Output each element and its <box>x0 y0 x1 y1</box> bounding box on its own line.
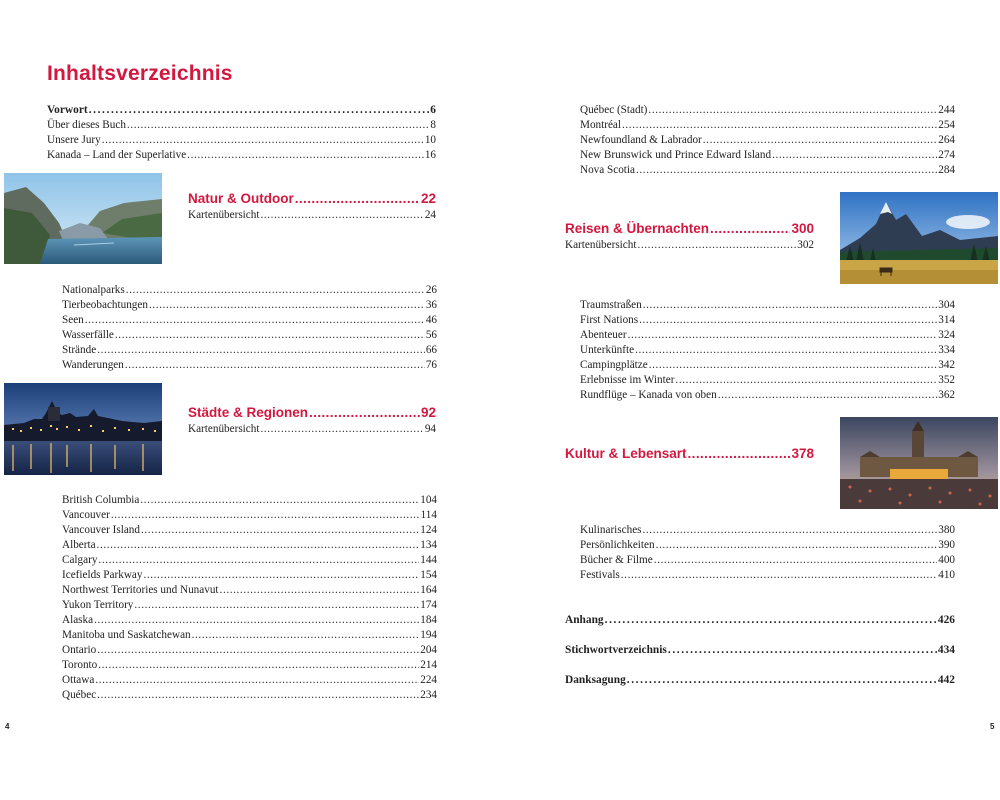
toc-entry-page: 184 <box>420 614 437 626</box>
landscape-fjord-photo <box>4 173 162 264</box>
dot-leader <box>134 598 419 613</box>
toc-entry[interactable] <box>62 613 437 628</box>
city-night-photo <box>4 383 162 475</box>
toc-entry-page: 164 <box>420 584 437 596</box>
toc-entry-label: Ottawa <box>62 674 95 686</box>
toc-entry[interactable] <box>580 343 955 358</box>
toc-entry-page: 76 <box>425 359 437 371</box>
dot-leader <box>97 688 419 703</box>
toc-entry[interactable] <box>580 118 955 133</box>
dot-leader <box>192 628 420 643</box>
dot-leader <box>140 493 419 508</box>
toc-entry[interactable] <box>62 628 437 643</box>
toc-entry[interactable] <box>62 343 437 358</box>
toc-entry-label: Toronto <box>62 659 98 671</box>
toc-entry[interactable] <box>580 298 955 313</box>
toc-entry-label: Alberta <box>62 539 96 551</box>
toc-entry[interactable] <box>62 583 437 598</box>
dot-leader <box>85 313 425 328</box>
toc-entry-page: 342 <box>938 359 955 371</box>
toc-entry-page: 390 <box>938 539 955 551</box>
toc-entry-page: 46 <box>425 314 437 326</box>
toc-entry-page: 204 <box>420 644 437 656</box>
dot-leader <box>126 283 425 298</box>
dot-leader <box>98 553 419 568</box>
toc-entry-page: 314 <box>938 314 955 326</box>
toc-entry-page: 36 <box>425 299 437 311</box>
dot-leader <box>718 388 938 403</box>
dot-leader <box>675 373 937 388</box>
toc-entry[interactable] <box>580 523 955 538</box>
toc-entry-label: Québec (Stadt) <box>580 104 648 116</box>
toc-entry[interactable] <box>62 298 437 313</box>
section-heading-natur[interactable]: Natur & Outdoor ..... 22 <box>188 190 436 208</box>
toc-entry[interactable] <box>62 328 437 343</box>
parliament-crowd-photo <box>840 417 998 509</box>
dot-leader <box>772 148 937 163</box>
page-number-left: 4 <box>5 722 10 731</box>
toc-entry-page: 214 <box>420 659 437 671</box>
toc-entry-page: 284 <box>938 164 955 176</box>
toc-entry-page: 334 <box>938 344 955 356</box>
toc-entry-label: Campingplätze <box>580 359 648 371</box>
toc-entry-label: Erlebnisse im Winter <box>580 374 675 386</box>
map-overview-entry[interactable]: Kartenübersicht ..... 94 <box>188 422 436 437</box>
toc-entry[interactable] <box>580 313 955 328</box>
toc-entry-label: Montréal <box>580 119 622 131</box>
dot-leader <box>220 583 420 598</box>
toc-entry-stichwortverzeichnis[interactable]: Stichwortverzeichnis ..... 434 <box>565 643 955 658</box>
toc-entry-label: Québec <box>62 689 97 701</box>
toc-entry-page: 244 <box>938 104 955 116</box>
toc-entry-label: Ontario <box>62 644 97 656</box>
toc-entry-page: 304 <box>938 299 955 311</box>
section-heading-kultur[interactable]: Kultur & Lebensart ..... 378 <box>565 445 814 463</box>
toc-entry-page: 26 <box>425 284 437 296</box>
dot-leader <box>649 358 937 373</box>
toc-entry[interactable] <box>580 148 955 163</box>
dot-leader <box>703 133 937 148</box>
dot-leader <box>98 658 419 673</box>
toc-entry[interactable] <box>62 358 437 373</box>
toc-entry-page: 400 <box>938 554 955 566</box>
toc-entry-page: 352 <box>938 374 955 386</box>
toc-entry[interactable] <box>580 163 955 178</box>
dot-leader <box>141 523 419 538</box>
toc-entry-label: First Nations <box>580 314 639 326</box>
toc-entry[interactable] <box>62 523 437 538</box>
toc-entry[interactable] <box>62 538 437 553</box>
toc-entry-label: Nationalparks <box>62 284 125 296</box>
toc-entry-label: Festivals <box>580 569 620 581</box>
toc-entry-page: 124 <box>420 524 437 536</box>
toc-entry-label: Traumstraßen <box>580 299 642 311</box>
toc-entry[interactable] <box>62 598 437 613</box>
toc-entry-page: 56 <box>425 329 437 341</box>
toc-entry-page: 324 <box>938 329 955 341</box>
toc-entry-page: 144 <box>420 554 437 566</box>
dot-leader <box>94 613 419 628</box>
toc-entry-label: Bücher & Filme <box>580 554 653 566</box>
toc-entry-label: Persönlichkeiten <box>580 539 655 551</box>
toc-entry-label: Tierbeobachtungen <box>62 299 148 311</box>
map-overview-entry[interactable]: Kartenübersicht ..... 302 <box>565 238 814 253</box>
toc-entry[interactable] <box>62 568 437 583</box>
dot-leader <box>622 118 937 133</box>
toc-entry-label: Calgary <box>62 554 98 566</box>
toc-entry-label: Seen <box>62 314 84 326</box>
dot-leader <box>628 328 938 343</box>
dot-leader <box>656 538 938 553</box>
toc-entry-label: Newfoundland & Labrador <box>580 134 702 146</box>
toc-entry-page: 362 <box>938 389 955 401</box>
toc-entry[interactable]: Kanada – Land der Superlative ..... 16 <box>47 148 436 163</box>
toc-entry[interactable] <box>62 643 437 658</box>
dot-leader <box>621 568 937 583</box>
dot-leader <box>639 313 937 328</box>
toc-entry-label: Unterkünfte <box>580 344 635 356</box>
toc-entry-label: Abenteuer <box>580 329 627 341</box>
toc-entry-page: 264 <box>938 134 955 146</box>
toc-entry[interactable] <box>62 553 437 568</box>
dot-leader <box>115 328 425 343</box>
page-number-right: 5 <box>990 722 995 731</box>
dot-leader <box>654 553 938 568</box>
toc-entry-label: Strände <box>62 344 97 356</box>
toc-entry[interactable] <box>62 508 437 523</box>
toc-entry-label: Vancouver <box>62 509 110 521</box>
dot-leader <box>111 508 420 523</box>
toc-entry-label: Rundflüge – Kanada von oben <box>580 389 717 401</box>
toc-entry-anhang[interactable]: Anhang ..... 426 <box>565 613 955 628</box>
section-heading-reisen[interactable]: Reisen & Übernachten ..... 300 <box>565 220 814 238</box>
toc-entry[interactable] <box>580 388 955 403</box>
toc-entry[interactable] <box>580 373 955 388</box>
dot-leader <box>635 343 937 358</box>
toc-entry-danksagung[interactable]: Danksagung ..... 442 <box>565 673 955 688</box>
toc-entry[interactable]: Über dieses Buch ..... 8 <box>47 118 436 133</box>
page-title: Inhaltsverzeichnis <box>47 62 233 85</box>
toc-entry[interactable] <box>580 553 955 568</box>
toc-entry[interactable] <box>580 133 955 148</box>
toc-entry-label: Nova Scotia <box>580 164 635 176</box>
dot-leader <box>97 643 419 658</box>
toc-entry-page: 134 <box>420 539 437 551</box>
toc-entry[interactable] <box>62 313 437 328</box>
toc-entry[interactable]: Unsere Jury ..... 10 <box>47 133 436 148</box>
dot-leader <box>143 568 419 583</box>
toc-entry-page: 174 <box>420 599 437 611</box>
dot-leader <box>648 103 937 118</box>
toc-entry-vorwort[interactable]: Vorwort ..... 6 <box>47 103 436 118</box>
section-heading-staedte[interactable]: Städte & Regionen ..... 92 <box>188 404 436 422</box>
toc-entry-label: Northwest Territories und Nunavut <box>62 584 219 596</box>
dot-leader <box>149 298 425 313</box>
toc-entry-label: Wanderungen <box>62 359 124 371</box>
toc-entry[interactable] <box>580 568 955 583</box>
toc-entry-page: 66 <box>425 344 437 356</box>
toc-entry[interactable] <box>62 493 437 508</box>
toc-entry-label: Kulinarisches <box>580 524 642 536</box>
toc-entry[interactable] <box>62 658 437 673</box>
dot-leader <box>97 538 420 553</box>
toc-entry-page: 154 <box>420 569 437 581</box>
toc-entry-label: British Columbia <box>62 494 140 506</box>
toc-entry-page: 104 <box>420 494 437 506</box>
toc-entry[interactable] <box>62 688 437 703</box>
toc-entry-label: Manitoba und Saskatchewan <box>62 629 191 641</box>
dot-leader <box>643 298 937 313</box>
toc-entry-label: Alaska <box>62 614 94 626</box>
toc-entry-page: 410 <box>938 569 955 581</box>
toc-entry-label: New Brunswick und Prince Edward Island <box>580 149 772 161</box>
toc-entry-page: 224 <box>420 674 437 686</box>
toc-entry-page: 114 <box>420 509 437 521</box>
toc-entry-page: 380 <box>938 524 955 536</box>
toc-entry-label: Yukon Territory <box>62 599 134 611</box>
toc-entry-page: 254 <box>938 119 955 131</box>
toc-entry[interactable] <box>580 358 955 373</box>
dot-leader <box>636 163 937 178</box>
dot-leader <box>95 673 419 688</box>
toc-entry[interactable] <box>580 103 955 118</box>
toc-entry-label: Wasserfälle <box>62 329 114 341</box>
toc-entry-page: 234 <box>420 689 437 701</box>
dot-leader <box>643 523 938 538</box>
mountain-meadow-photo <box>840 192 998 284</box>
map-overview-entry[interactable]: Kartenübersicht ..... 24 <box>188 208 436 223</box>
dot-leader <box>125 358 425 373</box>
toc-entry-label: Icefields Parkway <box>62 569 143 581</box>
toc-entry-page: 274 <box>938 149 955 161</box>
toc-entry[interactable] <box>62 283 437 298</box>
toc-entry-label: Vancouver Island <box>62 524 140 536</box>
toc-entry[interactable] <box>580 328 955 343</box>
toc-entry[interactable] <box>580 538 955 553</box>
toc-entry[interactable] <box>62 673 437 688</box>
toc-entry-page: 194 <box>420 629 437 641</box>
dot-leader <box>97 343 425 358</box>
